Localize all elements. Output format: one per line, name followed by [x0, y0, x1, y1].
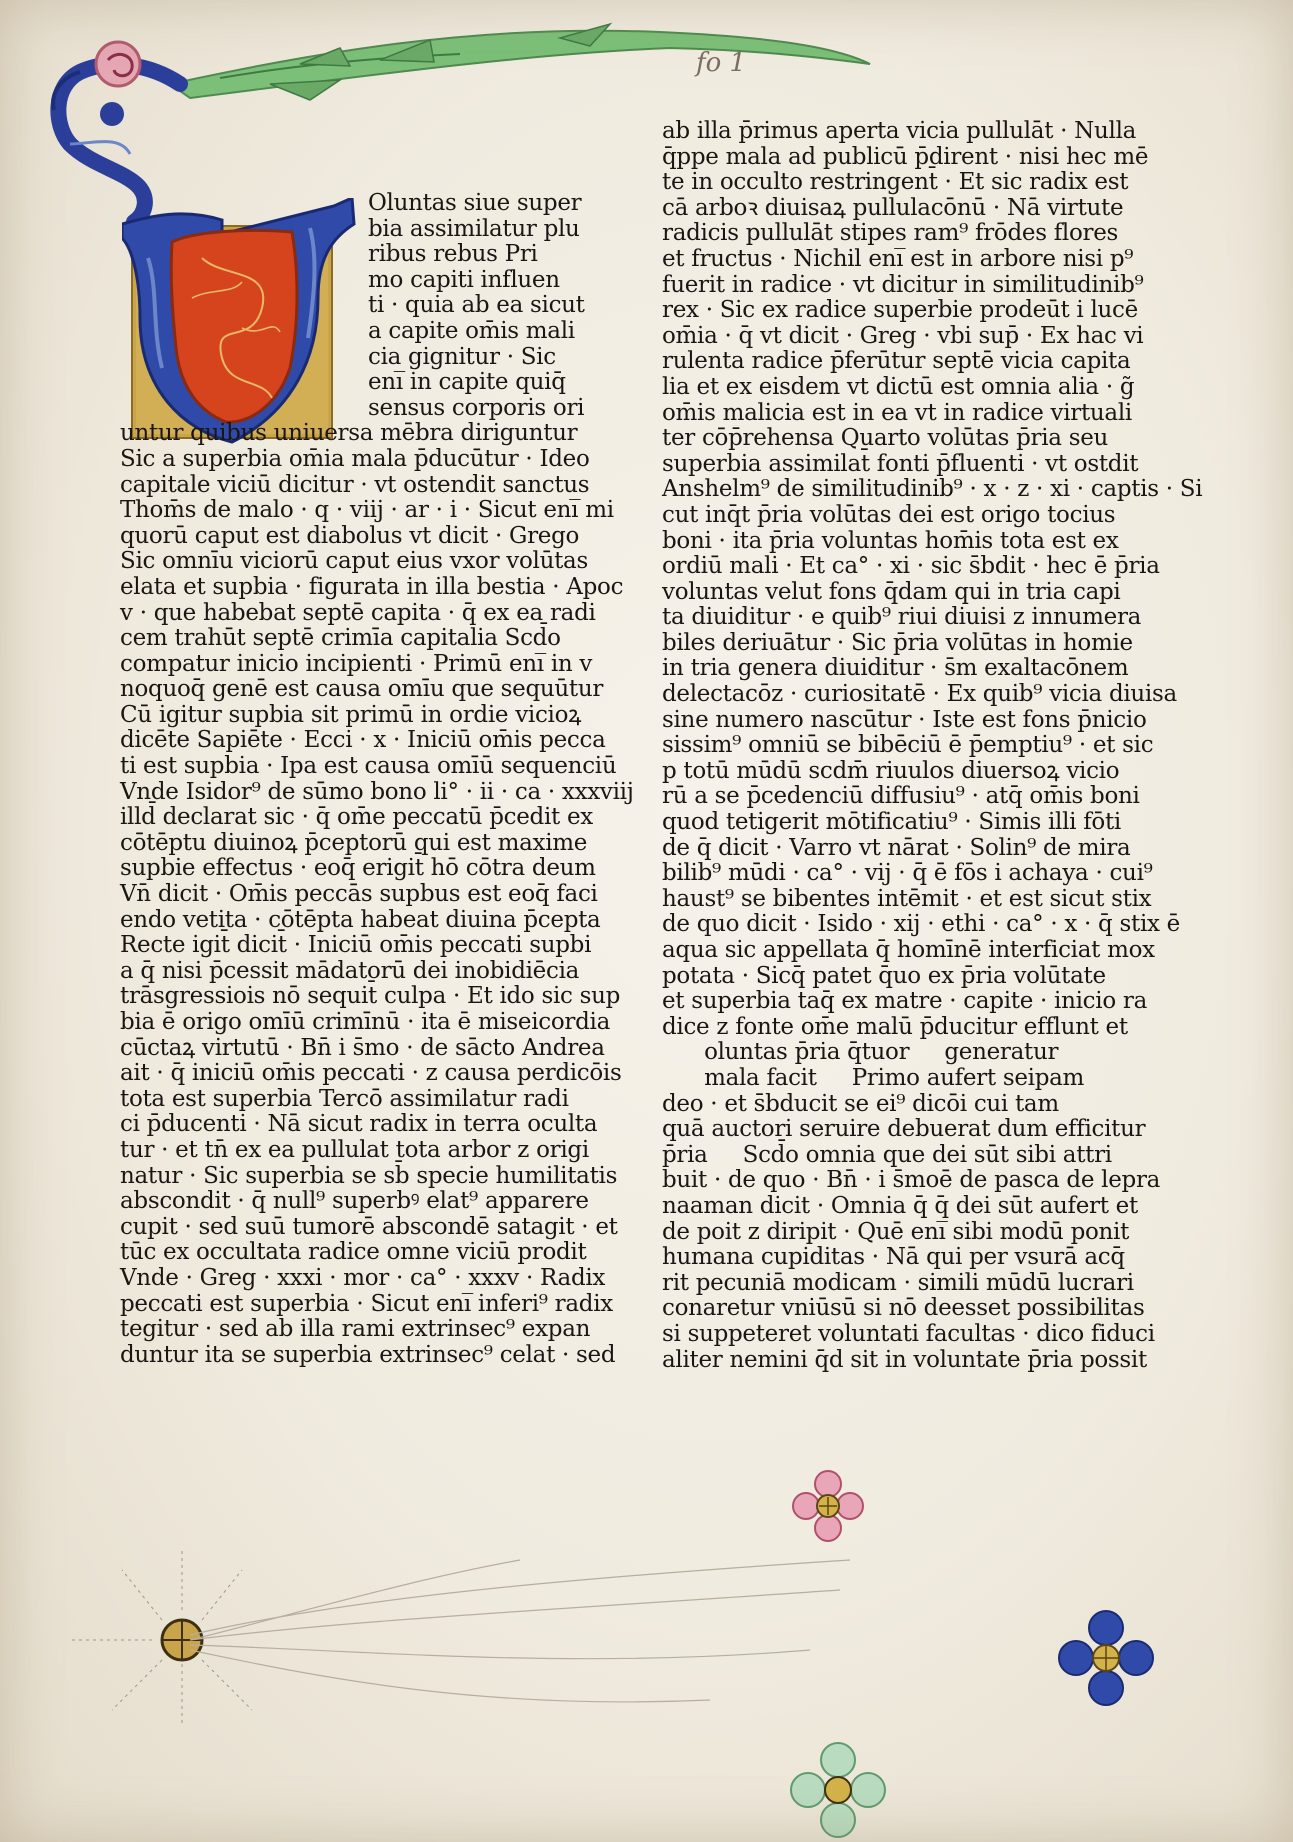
text-line: eni̅ in capite quiq̄ — [368, 369, 566, 396]
text-line: ci p̄ducenti · Nā sicut radix in terra oculta — [120, 1111, 598, 1138]
text-line: cupit · sed suū tumorē abscondē satagit · et — [120, 1213, 618, 1240]
text-line: et superbia taq̄ ex matre · capite · inicio ra — [662, 988, 1147, 1015]
text-line: sensus corporis ori — [368, 394, 585, 421]
text-line: rū a se p̄cedenciū diffusiu⁹ · atq̄ om̄is boni — [662, 783, 1140, 810]
text-line: tur · et tn̄ ex ea pullulat tota arbor z origi — [120, 1136, 589, 1163]
text-line: dicēte Sapiēte · Ecci · x · Iniciū om̄is pecca — [120, 727, 606, 754]
text-line: Recte igit̄ dicit̄ · Iniciū om̄is peccati supbi — [120, 932, 592, 959]
text-line: si suppeteret voluntati facultas · dico fiduci — [662, 1320, 1155, 1347]
text-line: aqua sic appellata q̄ homīnē interficiat mox — [662, 937, 1155, 963]
text-line: Vnde · Greg · xxxi · mor · ca° · xxxv · Radix — [120, 1264, 606, 1291]
text-line: de quo dicit · Isido · xij · ethi · ca° · x · q̄ stix ē — [662, 911, 1180, 938]
text-column-left — [120, 190, 634, 1368]
text-line: lia et ex eisdem vt dictū est omnia alia · g̃ — [662, 373, 1135, 400]
text-line: v · que habebat septē capita · q̄ ex ea radi — [120, 599, 596, 626]
text-line: cem trahūt septē crimīa capitalia Scd̄o — [120, 625, 561, 652]
text-line: capitale viciū dicitur · vt ostendit sanctus — [120, 471, 590, 498]
text-line: ordiū mali · Et ca° · xi · sic s̄bdit · hec ē p̄ria — [662, 553, 1160, 580]
pen-flourish — [190, 1540, 890, 1720]
text-line: ab illa p̄rimus aperta vicia pullulāt · Nulla — [662, 118, 1137, 144]
text-line: quod tetigerit mōtificatiu⁹ · Simis illi fōti — [662, 809, 1121, 836]
text-line: om̄is malicia est in ea vt in radice virtuali — [662, 399, 1132, 426]
text-line: a q̄ nisi p̄cessit mādatorū dei inobidiēcia — [120, 957, 580, 984]
text-column-right — [662, 118, 1203, 1373]
pink-rosette-icon — [788, 1466, 868, 1546]
text-line: cut inq̄t p̄ria volūtas dei est origo tocius — [662, 501, 1116, 528]
text-line: Oluntas siue super — [368, 190, 582, 216]
text-line: illd̄ declarat sic · q̄ om̄e peccatū p̄cedit ex — [120, 804, 593, 831]
text-line: abscondit · q̄ null⁹ superbꝰ elat⁹ apparere — [120, 1188, 589, 1215]
text-line: tegitur · sed ab illa rami extrinsec⁹ expan — [120, 1316, 591, 1343]
text-line: elata et supbia · figurata in illa bestia · Apoc — [120, 573, 624, 600]
text-line: rulenta radice p̄ferūtur septē vicia capita — [662, 348, 1131, 375]
text-line: ait · q̄ iniciū om̄is peccati · z causa perdicōis — [120, 1060, 622, 1087]
text-line: trāsgressiois nō sequit̄ culpa · Et ido sic sup — [120, 983, 621, 1010]
text-line: endo vetita · cōtēpta habeat diuina p̄cepta — [120, 906, 601, 933]
text-line: buit · de quo · Bn̄ · i s̄moē de pasca de lepra — [662, 1167, 1161, 1194]
text-line: peccati est superbia · Sicut eni̅ inferi⁹ radix — [120, 1290, 613, 1317]
text-line: radicis pullulāt stipes ram⁹ frōdes flores — [662, 220, 1119, 247]
text-line: dice z fonte om̄e malū p̄ducitur efflunt et — [662, 1013, 1128, 1040]
text-line: Sic a superbia om̄ia mala p̄ducūtur · Ideo — [120, 445, 590, 472]
text-line: haust⁹ se bibentes intēmit · et est sicut stix — [662, 885, 1152, 912]
text-line: bia ē origo omīū crimīnū · ita ē miseicordia — [120, 1009, 610, 1035]
text-line: boni · ita p̄ria voluntas hom̄is tota est ex — [662, 527, 1119, 554]
text-line: cūctaꝝ virtutū · Bn̄ i s̄mo · de sācto Andrea — [120, 1034, 605, 1061]
text-line: mo capiti influen — [368, 266, 560, 293]
text-line: compatur inicio incipienti · Primū eni̅ in v — [120, 650, 593, 677]
text-line: ta diuiditur · e quib⁹ riui diuisi z innumera — [662, 604, 1142, 631]
text-line: aliter nemini q̄d sit in voluntate p̄ria possit — [662, 1346, 1147, 1373]
text-line: mala facit Primo aufert seipam — [662, 1064, 1085, 1091]
text-line: duntur ita se superbia extrinsec⁹ celat · sed — [120, 1341, 616, 1368]
text-line: Cū igitur supbia sit primū in ordie vicioꝝ — [120, 701, 582, 728]
text-line: Anshelm⁹ de similitudinib⁹ · x · z · xi · captis · Si — [662, 476, 1203, 503]
text-line: quorū caput est diabolus vt dicit · Grego — [120, 522, 580, 549]
text-line: tūc ex occultata radice omne viciū prodit — [120, 1239, 587, 1266]
text-line: et fructus · Nichil eni̅ est in arbore nisi p⁹ — [662, 245, 1134, 272]
text-line: natur · Sic superbia se sb̄ specie humilitatis — [120, 1162, 618, 1189]
text-line: te in occulto restringent̄ · Et sic radix est — [662, 169, 1129, 196]
green-rosette-icon — [788, 1740, 888, 1840]
text-line: untur quibus uniuersa mēbra diriguntur — [120, 420, 578, 447]
text-line: in tria genera diuiditur · s̄m exaltacōnem — [662, 655, 1129, 682]
text-line: bia assimilatur plu — [368, 215, 580, 242]
text-line: noquoq̄ genē est causa omīu que sequūtur — [120, 676, 604, 703]
text-line: rit pecuniā modicam · simili mūdū lucrari — [662, 1269, 1134, 1296]
text-line: biles deriuātur · Sic p̄ria volūtas in homie — [662, 629, 1133, 656]
text-line: cōtēptu diuinoꝝ p̄ceptorū qui est maxime — [120, 829, 588, 856]
text-line: Sic omnīu viciorū caput eius vxor volūtas — [120, 548, 588, 575]
text-line: oluntas p̄ria q̄tuor generatur — [662, 1039, 1059, 1066]
text-line: bilib⁹ mūdi · ca° · vij · q̄ ē fōs i achaya · cui⁹ — [662, 860, 1153, 887]
text-line: deo · et s̄bducit se ei⁹ dicōi cui tam — [662, 1090, 1059, 1117]
text-line: Vnde Isidor⁹ de sūmo bono li° · ii · ca · xxxviij — [120, 778, 634, 805]
text-line: naaman dicit · Omnia q̄ q̄ dei sūt aufert et — [662, 1192, 1138, 1219]
text-line: ribus rebus Pri — [368, 241, 538, 268]
text-line: ter cōp̄rehensa Quarto volūtas p̄ria seu — [662, 425, 1109, 452]
text-line: cā arboꝛ diuisaꝝ pullulacōnū · Nā virtute — [662, 194, 1124, 221]
text-line: p totū mūdū scdm̄ riuulos diuersoꝝ vicio — [662, 757, 1120, 784]
text-line: potata · Sicq̄ patet q̄uo ex p̄ria volūtate — [662, 962, 1106, 989]
text-line: sissim⁹ omniū se bibēciū ē p̄emptiu⁹ · et sic — [662, 732, 1154, 759]
text-line: ti · quia ab ea sicut — [368, 292, 585, 319]
text-line: om̄ia · q̄ vt dicit · Greg · vbi sup̄ · Ex hac vi — [662, 322, 1144, 349]
text-line: Thom̄s de malo · q · viij · ar · i · Sicut eni̅ mi — [120, 497, 614, 524]
text-line: delectacōz · curiositatē · Ex quib⁹ vicia diuisa — [662, 681, 1177, 708]
text-line: a capite om̄is mali — [368, 317, 575, 344]
text-line: superbia assimilat̄ fonti p̄fluenti · vt ostdit — [662, 450, 1139, 477]
text-line: quā auctori seruire debuerat dum efficitur — [662, 1116, 1146, 1143]
text-line: cia gignitur · Sic — [368, 343, 556, 370]
text-line: voluntas velut fons q̄dam qui in tria capi — [662, 578, 1121, 605]
text-line: de poit z diripit · Quē eni̅ sibi modū ponit — [662, 1218, 1130, 1245]
folio-mark: fo 1 — [696, 48, 747, 78]
text-line: rex · Sic ex radice superbie prodeūt i lucē — [662, 297, 1138, 324]
text-line: de q̄ dicit · Varro vt nārat · Solin⁹ de mira — [662, 834, 1131, 861]
text-line: sine numero nascūtur · Iste est fons p̄nicio — [662, 706, 1147, 733]
blue-rosette-icon — [1056, 1608, 1156, 1708]
text-line: supbie effectus · eoq̄ erigit̄ hō cōtra deum — [120, 855, 596, 882]
text-line: humana cupiditas · Nā qui per vsurā acq̄ — [662, 1244, 1125, 1271]
text-line: p̄ria Scd̄o omnia que dei sūt sibi attri — [662, 1141, 1112, 1168]
text-line: q̄ppe mala ad publicū p̄dirent · nisi hec mē — [662, 143, 1149, 170]
text-line: Vn̄ dicit · Om̄is peccās supbus est eoq̄ faci — [120, 881, 598, 908]
text-line: conaretur vniūsū si nō deesset possibilitas — [662, 1295, 1145, 1322]
text-line: fuerit in radice · vt dicitur in similitudinib⁹ — [662, 271, 1144, 298]
text-line: ti est supbia · Ipa est causa omīū sequenciū — [120, 753, 617, 780]
text-line: tota est superbia Tercō assimilatur radi — [120, 1085, 569, 1112]
